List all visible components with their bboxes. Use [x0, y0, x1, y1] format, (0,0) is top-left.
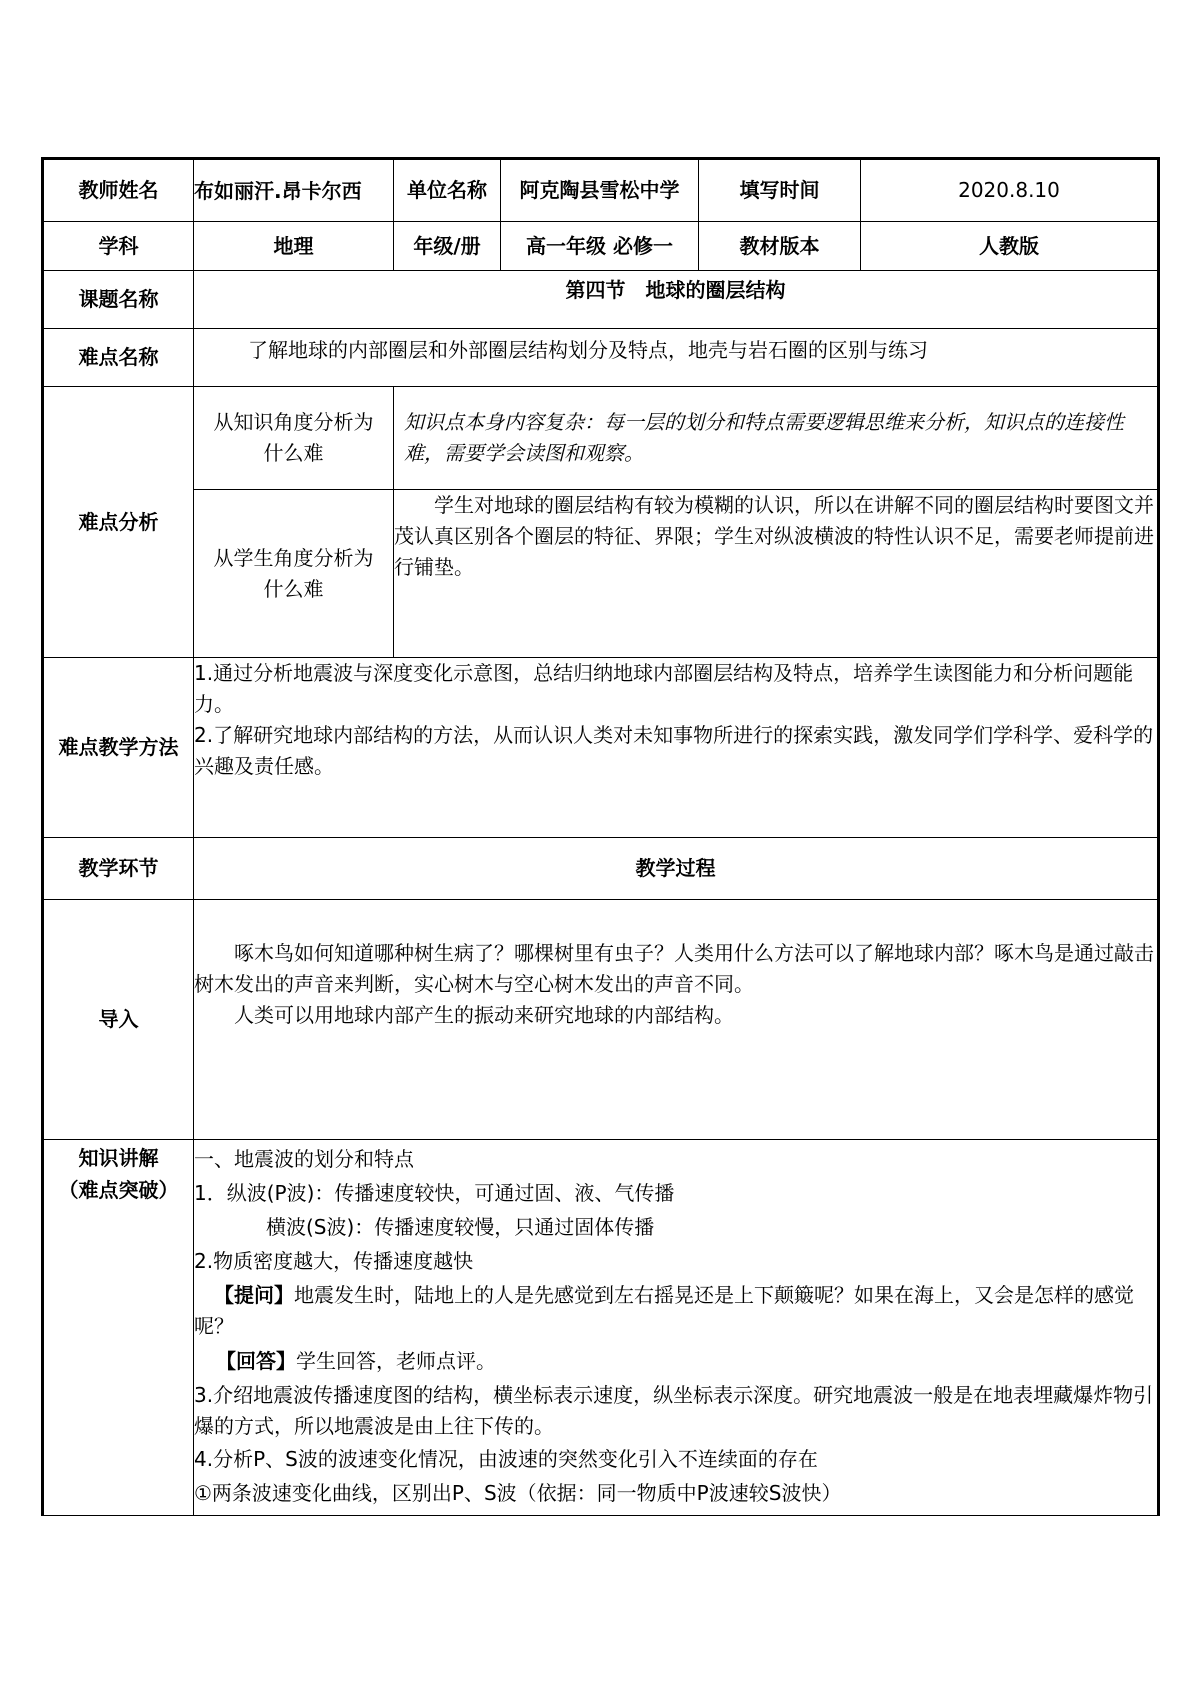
explain-line-5: 3.介绍地震波传播速度图的结构，横坐标表示速度，纵坐标表示深度。研究地震波一般是在地表埋藏爆炸物引爆的方式，所以地震波是由上往下传的。: [194, 1383, 1154, 1438]
student-angle-label: 从学生角度分析为什么难: [194, 490, 394, 658]
grade-value: 高一年级 必修一: [501, 222, 699, 271]
question-tag: 【提问】: [214, 1283, 294, 1307]
question-paragraph: [194, 1280, 1157, 1342]
explain-line-2: 1．纵波(P波)：传播速度较快，可通过固、液、气传播: [194, 1181, 675, 1205]
knowledge-angle-text: 知识点本身内容复杂：每一层的划分和特点需要逻辑思维来分析，知识点的连接性难，需要学会读图和观察。: [394, 387, 1159, 490]
method-item-2: 2.了解研究地球内部结构的方法，从而认识人类对未知事物所进行的探索实践，激发同学们学科学、爱科学的兴趣及责任感。: [194, 723, 1154, 778]
unit-label: 单位名称: [394, 159, 501, 222]
date-label: 填写时间: [699, 159, 861, 222]
teacher-label: 教师姓名: [43, 159, 194, 222]
question-text: 地震发生时，陆地上的人是先感觉到左右摇晃还是上下颠簸呢？如果在海上，又会是怎样的感觉呢？: [194, 1283, 1134, 1338]
answer-tag: 【回答】: [216, 1349, 296, 1373]
method-item-1: 1.通过分析地震波与深度变化示意图，总结归纳地球内部圈层结构及特点，培养学生读图能力和分析问题能力。: [194, 661, 1134, 716]
lesson-plan-table: [41, 157, 1160, 1516]
difficulty-value: 了解地球的内部圈层和外部圈层结构划分及特点，地壳与岩石圈的区别与练习: [194, 329, 1159, 387]
explain-label: 知识讲解: [78, 1146, 159, 1170]
intro-paragraph-1: 啄木鸟如何知道哪种树生病了？哪棵树里有虫子？人类用什么方法可以了解地球内部？啄木鸟是通过敲击树木发出的声音来判断，实心树木与空心树木发出的声音不同。: [194, 941, 1154, 996]
answer-text: 学生回答，老师点评。: [296, 1349, 496, 1373]
explain-sublabel: （难点突破）: [58, 1178, 179, 1202]
explain-line-3: 横波(S波)：传播速度较慢，只通过固体传播: [266, 1215, 655, 1239]
intro-label: 导入: [43, 900, 194, 1140]
method-label: 难点教学方法: [43, 658, 194, 838]
explain-line-7: ①两条波速变化曲线，区别出P、S波（依据：同一物质中P波速较S波快）: [194, 1481, 842, 1505]
grade-label: 年级/册: [394, 222, 501, 271]
explain-line-1: 一、地震波的划分和特点: [194, 1147, 414, 1171]
date-value: 2020.8.10: [861, 159, 1159, 222]
teacher-value: 布如丽汗.昂卡尔西: [194, 159, 394, 222]
topic-value: 第四节 地球的圈层结构: [194, 271, 1159, 329]
knowledge-angle-label: 从知识角度分析为什么难: [194, 387, 394, 490]
edition-value: 人教版: [861, 222, 1159, 271]
difficulty-label: 难点名称: [43, 329, 194, 387]
explain-line-4: 2.物质密度越大，传播速度越快: [194, 1249, 474, 1273]
student-angle-text: 学生对地球的圈层结构有较为模糊的认识，所以在讲解不同的圈层结构时要图文并茂认真区别各个圈层的特征、界限；学生对纵波横波的特性认识不足，需要老师提前进行铺垫。: [394, 490, 1159, 658]
stage-header: 教学环节: [43, 838, 194, 900]
subject-label: 学科: [43, 222, 194, 271]
analysis-label: 难点分析: [43, 387, 194, 658]
explain-line-6: 4.分析P、S波的波速变化情况，由波速的突然变化引入不连续面的存在: [194, 1447, 818, 1471]
process-header: 教学过程: [194, 838, 1159, 900]
answer-paragraph: [194, 1344, 1157, 1378]
unit-value: 阿克陶县雪松中学: [501, 159, 699, 222]
subject-value: 地理: [194, 222, 394, 271]
edition-label: 教材版本: [699, 222, 861, 271]
intro-paragraph-2: 人类可以用地球内部产生的振动来研究地球的内部结构。: [234, 1003, 734, 1027]
topic-label: 课题名称: [43, 271, 194, 329]
